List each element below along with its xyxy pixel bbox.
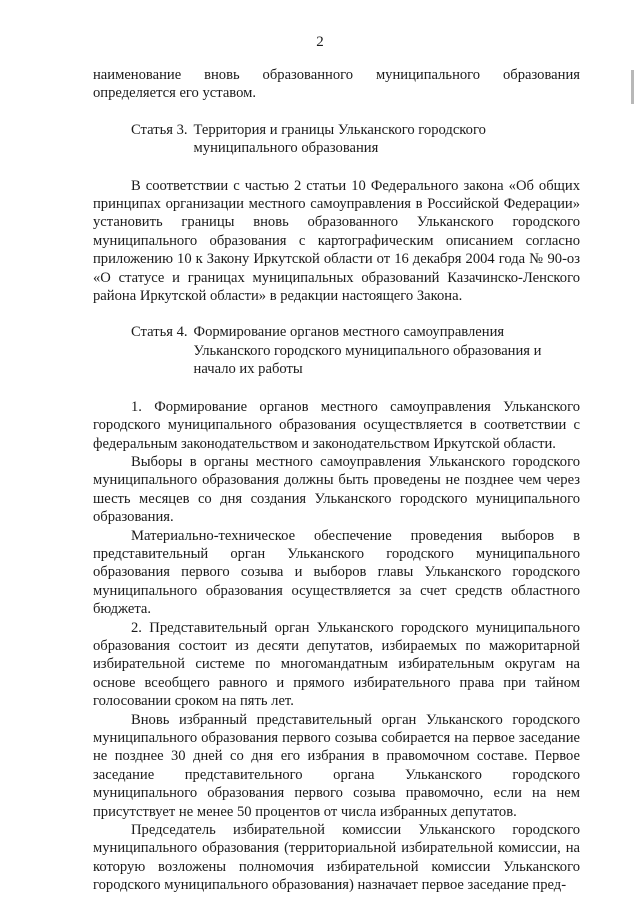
article-4-heading	[93, 323, 580, 378]
document-body	[93, 66, 580, 895]
article-3-title: Территория и границы Ульканского городского муниципального образования	[193, 121, 486, 157]
page-number: 2	[316, 34, 324, 50]
article-4-paragraph-2: Выборы в органы местного самоуправления Ульканского городского муниципального образования должны быть проведены не позднее чем через шесть месяцев со дня создания Ульканского городского муниципального образования.	[93, 453, 580, 526]
article-4-number: Статья 4.	[131, 324, 188, 341]
article-4-paragraph-1: 1. Формирование органов местного самоуправления Ульканского городского муниципального образования осуществляется в соответствии с федеральным законодательством и законодательством Иркутской области.	[93, 398, 580, 452]
article-3-paragraph: В соответствии с частью 2 статьи 10 Федерального закона «Об общих принципах организации местного самоуправления в Российской Федерации» установить границы вновь образованного Ульканского городского муниципального образования с картографическим описанием согласно приложению 10 к Закону Иркутской области от 16 декабря 2004 года № 90-оз «О статусе и границах муниципальных образований Казачинско-Ленского района Иркутской области» в редакции настоящего Закона.	[93, 177, 580, 305]
article-4-title: Формирование органов местного самоуправления Ульканского городского муниципального образования и начало их работы	[193, 324, 542, 378]
article-3-heading	[93, 121, 580, 158]
article-4-paragraph-4: 2. Представительный орган Ульканского городского муниципального образования состоит из десяти депутатов, избираемых по мажоритарной избирательной системе по многомандатным избирательным округам на основе всеобщего равного и прямого избирательного права при тайном голосовании сроком на пять лет.	[93, 619, 580, 710]
article-3-number: Статья 3.	[131, 121, 188, 138]
scan-edge-mark	[631, 70, 634, 104]
article-4-paragraph-5: Вновь избранный представительный орган Ульканского городского муниципального образования первого созыва собирается на первое заседание не позднее 30 дней со дня его избрания в правомочном составе. Первое заседание представительного органа Ульканского городского муниципального образования первого созыва правомочно, если на нем присутствует не менее 50 процентов от числа избранных депутатов.	[93, 711, 580, 820]
article-4-paragraph-6: Председатель избирательной комиссии Ульканского городского муниципального образования (территориальной избирательной комиссии, на которую возложены полномочия избирательной комиссии Ульканского городского муниципального образования) назначает первое заседание пред-	[93, 822, 580, 894]
intro-paragraph: наименование вновь образованного муниципального образования определяется его уставом.	[93, 67, 580, 102]
article-4-paragraph-3: Материально-техническое обеспечение проведения выборов в представительный орган Ульканского городского муниципального образования первого созыва и выборов главы Ульканского городского муниципального образования осуществляется за счет средств областного бюджета.	[93, 527, 580, 618]
